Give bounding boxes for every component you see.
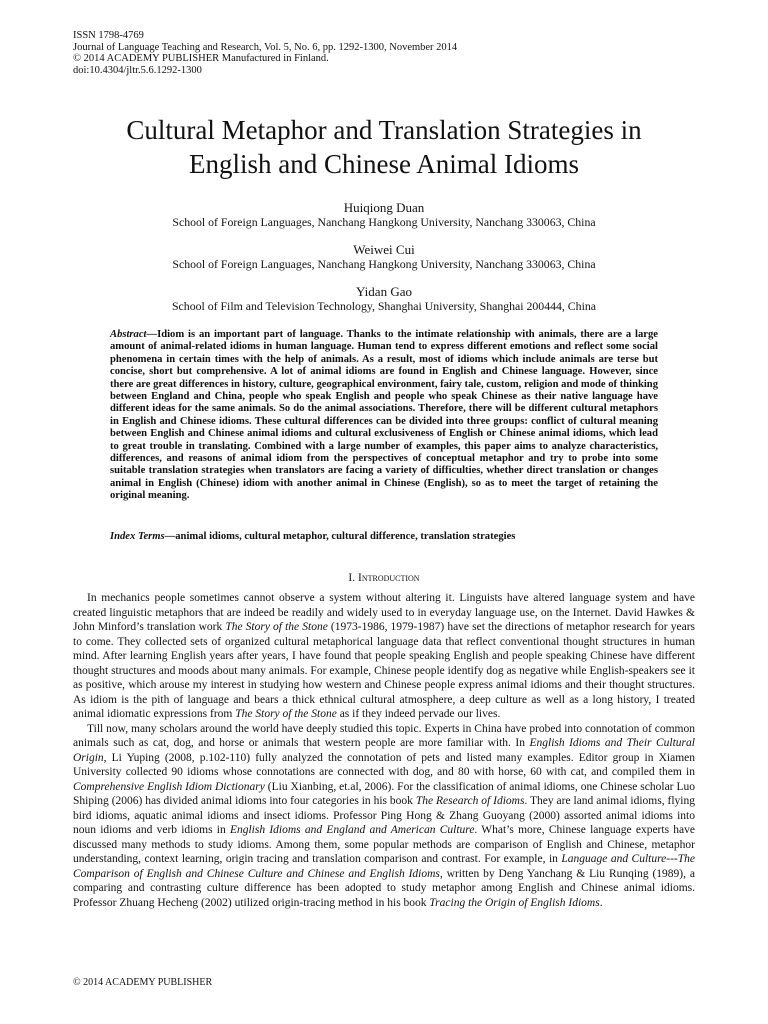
paragraph <box>73 591 695 722</box>
doi: doi:10.4304/jltr.5.6.1292-1300 <box>73 64 202 76</box>
index-terms <box>110 531 658 543</box>
page-footer: © 2014 ACADEMY PUBLISHER <box>73 977 213 988</box>
text-run: , Li Yuping (2008, p.102-110) fully analyzed the connotation of pets and listed many examples. Editor group in Xiamen University collected 90 idioms whose connotations are connected with dog, and 80 with horse, 60 with cat, and compiled them in <box>73 751 695 778</box>
text-run: In mechanics people sometimes cannot observe a system without altering it. Linguists have altered language system and have created linguistic metaphors that are indeed be readily and widely used to in everyday language use, on the Internet. David Hawkes & John Minford’s translation work <box>73 592 695 633</box>
book-title: The Story of the Stone <box>235 708 337 720</box>
index-terms-label: Index Terms <box>110 531 165 542</box>
author-name: Weiwei Cui <box>353 242 415 257</box>
section-number: I. <box>348 572 356 584</box>
issn: ISSN 1798-4769 <box>73 30 144 41</box>
book-title: Tracing the Origin of English Idioms <box>429 896 600 909</box>
abstract-text: —Idiom is an important part of language. Thanks to the intimate relationship with animals, there are a large amount of animal-related idioms in human language. Human tend to express different emotions and reflect some social phenomena in certain times with the help of animals. As a result, most of idioms which include animals are terse but concise, short but comprehensive. A lot of animal idioms are found in English and Chinese language. However, since there are great differences in history, culture, geographical environment, fairy tale, custom, religion and mode of thinking between England and China, people who speak English and people who speak Chinese as their native language have different ideas for the same animals. So do the animal associations. Therefore, there will be different cultural metaphors in English and Chinese idioms. These cultural differences can be divided into three groups: conflict of cultural meaning between English and Chinese animal idioms and cultural exclusiveness of English or Chinese animal idioms, which lead to great trouble in translating. Combined with a large number of examples, this paper aims to analyze characteristics, differences, and reasons of animal idiom from the perspectives of conceptual metaphor and try to probe into some suitable translation strategies when translators are facing a variety of difficulties, whether direct translation or changes animal in English (Chinese) idiom with another animal in Chinese (English), so as to meet the target of retaining the original meaning. <box>110 329 658 502</box>
book-title: The Story of the Stone <box>225 621 328 633</box>
journal-header <box>73 30 457 76</box>
text-run: , written by Deng Yanchang & Liu Runqing (1989), a comparing and contrasting culture difference has been adopted to study metaphor among English and Chinese animal idioms. Professor Zhuang Hecheng (2002) utilized origin-tracing method in his book <box>73 867 695 909</box>
book-title: English Idioms and England and American Culture <box>229 824 475 836</box>
title-line-2: English and Chinese Animal Idioms <box>189 149 579 179</box>
author-name: Huiqiong Duan <box>343 200 425 215</box>
paper-title <box>40 113 728 181</box>
author-block <box>60 200 708 326</box>
text-run: . <box>599 896 603 909</box>
text-run: (Liu Xianbing, et.al, 2006). For the classification of animal idioms, one Chinese scholar Luo Shiping (2006) has divided animal idioms into four categories in his book <box>73 780 696 807</box>
book-title: Language and Culture---The Comparison of English and Chinese Culture and Chinese and English Idioms <box>73 853 695 880</box>
paragraph <box>73 722 695 911</box>
author-affiliation: School of Film and Television Technology, Shanghai University, Shanghai 200444, China <box>172 299 596 313</box>
book-title: English Idioms and Their Cultural Origin <box>73 737 695 764</box>
author-affiliation: School of Foreign Languages, Nanchang Hangkong University, Nanchang 330063, China <box>172 257 596 271</box>
author-affiliation: School of Foreign Languages, Nanchang Hangkong University, Nanchang 330063, China <box>172 215 596 229</box>
book-title: The Research of Idioms <box>415 795 525 807</box>
section-title: Introduction <box>357 572 420 584</box>
section-heading <box>0 572 768 585</box>
book-title: Comprehensive English Idiom Dictionary <box>73 780 265 793</box>
text-run: Till now, many scholars around the world have deeply studied this topic. Experts in China have probed into connotation of common animals such as cat, dog, and horse or animals that western people are more familiar with. In <box>73 722 695 749</box>
text-run: . What’s more, Chinese language experts have discussed many methods to study idioms. Among them, some popular methods are comparison of English and Chinese, metaphor understanding, context learning, origin tracing and translation comparison and contrast. For example, in <box>73 824 695 865</box>
text-run: as if they indeed pervade our lives. <box>336 708 501 720</box>
body-text <box>73 591 695 910</box>
text-run: . They are land animal idioms, flying bird idioms, aquatic animal idioms and insect idioms. Professor Ping Hong & Zhang Guoyang (2000) assorted animal idioms into noun idioms and verb idioms in <box>73 795 695 836</box>
title-line-1: Cultural Metaphor and Translation Strategies in <box>126 115 642 145</box>
copyright-line: © 2014 ACADEMY PUBLISHER Manufactured in Finland. <box>73 53 329 64</box>
text-run: (1973-1986, 1979-1987) have set the directions of metaphor research for years to come. They collected sets of organized cultural metaphorical language data that reflect conventional thought structures in human mind. After learning English years after years, I have found that people speaking English and people speaking Chinese have different thought structures and moods about many animals. For example, Chinese people identify dog as negative while English-speakers see it as positive, which arouse my interest in studying how western and Chinese people express animal idioms and their thought structures. As idiom is the pith of language and bears a thick ethnical cultural atmosphere, a deep culture as well as a long history, I treated animal idiomatic expressions from <box>73 621 695 720</box>
abstract-label: Abstract <box>110 329 147 340</box>
author-name: Yidan Gao <box>356 284 412 299</box>
abstract <box>110 329 658 503</box>
index-terms-text: —animal idioms, cultural metaphor, cultural difference, translation strategies <box>164 531 516 542</box>
journal-citation: Journal of Language Teaching and Research, Vol. 5, No. 6, pp. 1292-1300, November 2014 <box>73 41 458 53</box>
